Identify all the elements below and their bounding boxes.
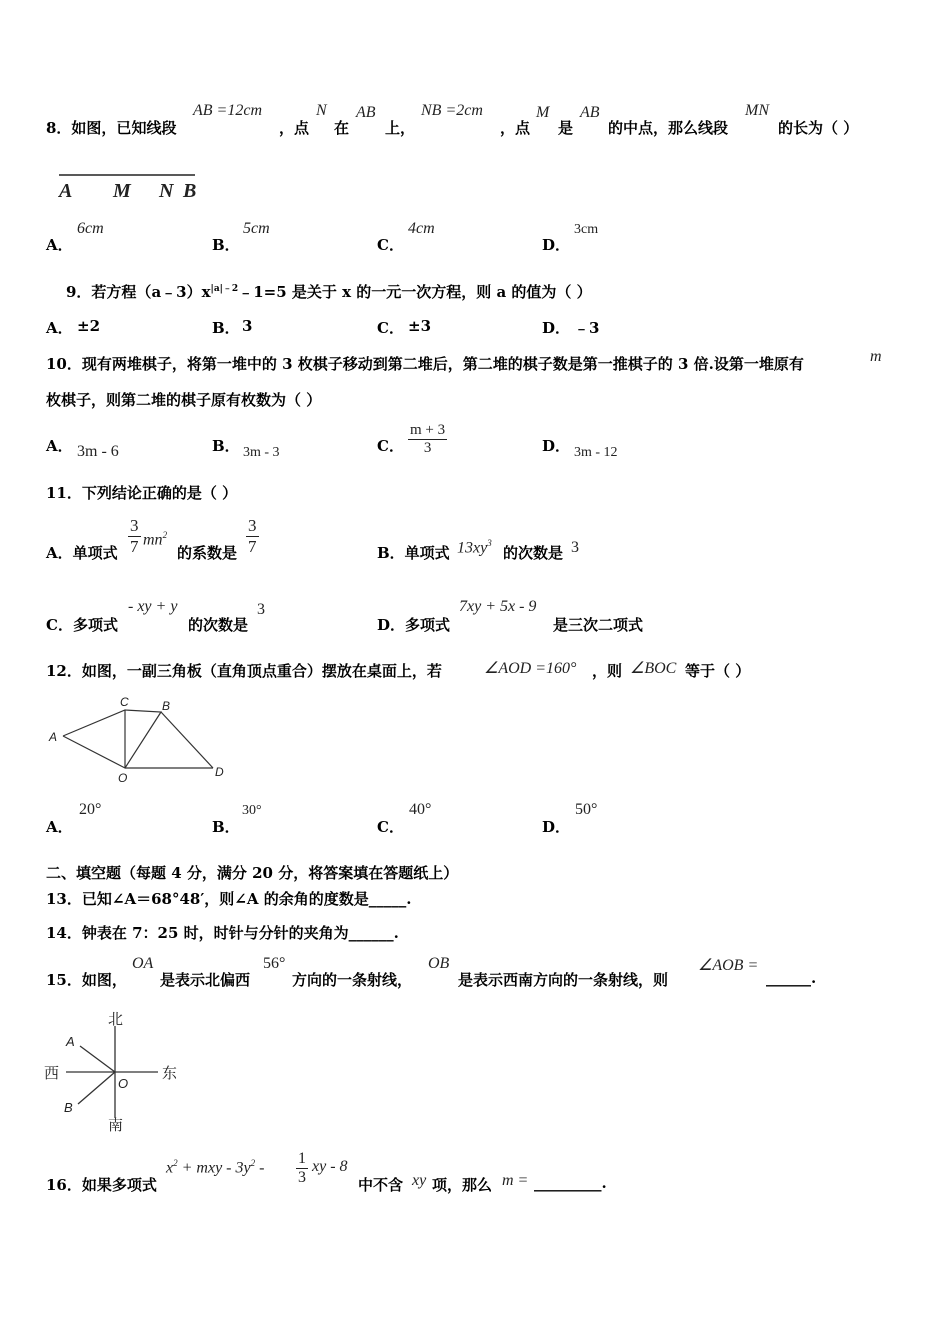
- q12-aod: ∠AOD =160°: [484, 660, 577, 677]
- q11-d-mid: 是三次二项式: [553, 616, 644, 634]
- q15-compass-figure: [42, 1008, 192, 1133]
- q11-a-answer-den: 7: [248, 537, 257, 556]
- q12-t3: 等于（ ）: [685, 662, 751, 680]
- point-O-label: O: [118, 771, 128, 785]
- q8-N: N: [316, 102, 327, 119]
- q10-option-c-denominator: 3: [423, 440, 432, 456]
- q11-d-pre: D．多项式: [377, 616, 451, 634]
- q11-a-coef-den: 7: [130, 537, 139, 556]
- q12-option-b-label: B．: [212, 818, 240, 836]
- q8-MN: MN: [745, 102, 769, 119]
- east-label: 东: [162, 1064, 178, 1082]
- q8-t3: 上，: [385, 119, 416, 137]
- point-B-label: B: [162, 699, 171, 713]
- q12-option-c-value: 40°: [409, 801, 432, 818]
- q12-option-d-value: 50°: [575, 801, 598, 818]
- q8-num: 8．如图，已知线段: [46, 119, 177, 137]
- q11-b-mid: 的次数是: [503, 544, 564, 562]
- q15-deg: 56°: [263, 955, 286, 972]
- q8-option-a-value: 6cm: [77, 220, 104, 237]
- q8-t4: ，点: [500, 119, 531, 137]
- q8-AB: AB: [356, 104, 376, 121]
- q9-stem: [66, 281, 592, 302]
- point-C-label: C: [120, 695, 129, 709]
- q12-boc: ∠BOC: [630, 660, 677, 677]
- q12-option-d-label: D．: [542, 818, 571, 836]
- q11-a-coef: [128, 516, 141, 557]
- q16-t3: 项，那么: [432, 1176, 493, 1194]
- q16-fraction-den: 3: [298, 1169, 306, 1186]
- q10-option-c-label: C．: [377, 437, 404, 455]
- q8-M: M: [536, 104, 550, 121]
- west-label: 西: [44, 1064, 60, 1082]
- q11-d-expr: 7xy + 5x - 9: [459, 598, 537, 615]
- q10-option-a-value: 3m - 6: [77, 443, 119, 460]
- q15-t3: 方向的一条射线，: [292, 971, 413, 989]
- q16-expr: $x^2$ + mxy - $3y^2$ -: [166, 1158, 265, 1177]
- q9-option-b-label: B．: [212, 319, 240, 337]
- q12-option-c-label: C．: [377, 818, 404, 836]
- q12-t2: ，则: [592, 662, 623, 680]
- q16-fraction: [296, 1150, 308, 1187]
- q8-t2: 在: [334, 119, 350, 137]
- q11-a-pre: A．单项式: [46, 544, 118, 562]
- q8-option-b-label: B．: [212, 236, 240, 254]
- q13: 13．已知∠A＝68°48′，则∠A 的余角的度数是_____.: [46, 890, 412, 908]
- south-label: 南: [108, 1116, 124, 1133]
- q12-t1: 12．如图，一副三角板（直角顶点重合）摆放在桌面上，若: [46, 662, 442, 680]
- q8-ab12: AB =12cm: [193, 102, 262, 119]
- ray-OB: [78, 1072, 115, 1104]
- q11-a-mid: 的系数是: [177, 544, 238, 562]
- q10-option-d-label: D．: [542, 437, 571, 455]
- q10-option-b-value: 3m - 3: [243, 445, 280, 460]
- q11-stem: 11．下列结论正确的是（ ）: [46, 484, 238, 502]
- point-A-label: A: [59, 180, 73, 202]
- q15-t2: 是表示北偏西: [160, 971, 251, 989]
- q16-t4: _________.: [534, 1174, 607, 1192]
- q11-c-pre: C．多项式: [46, 616, 118, 634]
- q12-option-b-value: 30°: [242, 803, 262, 818]
- q8-t5: 是: [558, 119, 574, 137]
- q12-option-a-value: 20°: [79, 801, 102, 818]
- q15-OA: OA: [132, 955, 154, 972]
- q16-t1: 16．如果多项式: [46, 1176, 157, 1194]
- q10-option-c-fraction: [408, 422, 447, 457]
- q9-text-b: ﹣1=5 是关于 x 的一元一次方程，则 a 的值为（ ）: [238, 283, 592, 301]
- triangle-aco-b: [63, 710, 161, 768]
- q8-t6: 的中点，那么线段: [608, 119, 729, 137]
- point-M-label: M: [113, 180, 131, 202]
- q8-option-d-label: D．: [542, 236, 571, 254]
- q9-option-a-value: ±2: [77, 317, 101, 335]
- ray-OA: [80, 1046, 115, 1072]
- q15-aob: ∠AOB =: [698, 957, 759, 974]
- q15-t1: 15．如图，: [46, 971, 127, 989]
- q9-exponent: |a|﹣2: [210, 284, 239, 294]
- point-B-label: B: [64, 1100, 73, 1115]
- q11-c-expr: - xy + y: [128, 598, 178, 615]
- point-A-label: A: [49, 730, 58, 744]
- q9-option-c-label: C．: [377, 319, 404, 337]
- q10-option-c-numerator: m + 3: [410, 422, 446, 438]
- q10-m: m: [870, 348, 882, 365]
- q8-nb2: NB =2cm: [421, 102, 483, 119]
- q8-AB2: AB: [580, 104, 600, 121]
- q11-a-answer: [246, 516, 259, 557]
- q8-t7: 的长为（ ）: [778, 119, 859, 137]
- q9-option-b-value: 3: [242, 317, 253, 335]
- q8-t1: ，点: [279, 119, 310, 137]
- q12-option-a-label: A．: [46, 818, 73, 836]
- q9-option-d-value: ﹣3: [574, 319, 600, 337]
- q11-b-expr: $13xy^3$: [457, 538, 492, 557]
- q8-option-a-label: A．: [46, 236, 73, 254]
- q8-option-c-label: C．: [377, 236, 404, 254]
- q9-option-a-label: A．: [46, 319, 73, 337]
- q16-expr-tail: xy - 8: [312, 1158, 348, 1175]
- q8-option-b-value: 5cm: [243, 220, 270, 237]
- q8-option-c-value: 4cm: [408, 220, 435, 237]
- q11-a-answer-num: 3: [248, 516, 257, 535]
- q16-t2: 中不含: [358, 1176, 404, 1194]
- q10-option-d-value: 3m - 12: [574, 445, 618, 460]
- q12-triangle-figure: [45, 692, 245, 792]
- q11-b-val: 3: [571, 539, 579, 556]
- q11-c-mid: 的次数是: [188, 616, 249, 634]
- point-O-label: O: [118, 1076, 129, 1091]
- q15-OB: OB: [428, 955, 450, 972]
- q9-text-a: 9．若方程（a﹣3）x: [66, 283, 211, 301]
- q10-line1: 10．现有两堆棋子，将第一堆中的 3 枚棋子移动到第二堆后，第二堆的棋子数是第一推棋子的 3 倍.设第一堆原有: [46, 355, 804, 373]
- point-B-label: B: [183, 180, 197, 202]
- line-bd: [161, 712, 213, 768]
- q11-b-pre: B．单项式: [377, 544, 450, 562]
- q11-c-val: 3: [257, 601, 265, 618]
- q16-meq: m =: [502, 1172, 529, 1189]
- q9-option-d-label: D．: [542, 319, 571, 337]
- q14: 14．钟表在 7：25 时，时针与分针的夹角为______.: [46, 924, 399, 942]
- q8-option-d-value: 3cm: [574, 222, 599, 237]
- q10-line2: 枚棋子，则第二堆的棋子原有枚数为（ ）: [46, 391, 322, 409]
- q15-t5: ______.: [766, 969, 817, 987]
- q15-t4: 是表示西南方向的一条射线，则: [458, 971, 669, 989]
- north-label: 北: [108, 1010, 124, 1028]
- q10-option-a-label: A．: [46, 437, 73, 455]
- q10-option-b-label: B．: [212, 437, 240, 455]
- q9-option-c-value: ±3: [408, 317, 432, 335]
- q11-a-var: $mn^2$: [143, 530, 168, 549]
- section-heading: 二、填空题（每题 4 分，满分 20 分，将答案填在答题纸上）: [46, 864, 459, 882]
- point-A-label: A: [66, 1034, 75, 1049]
- q16-xy: xy: [412, 1172, 427, 1189]
- point-N-label: N: [159, 180, 174, 202]
- q16-fraction-num: 1: [298, 1150, 306, 1167]
- q11-a-coef-num: 3: [130, 516, 139, 535]
- point-D-label: D: [215, 765, 224, 779]
- q8-segment-figure: [55, 165, 215, 205]
